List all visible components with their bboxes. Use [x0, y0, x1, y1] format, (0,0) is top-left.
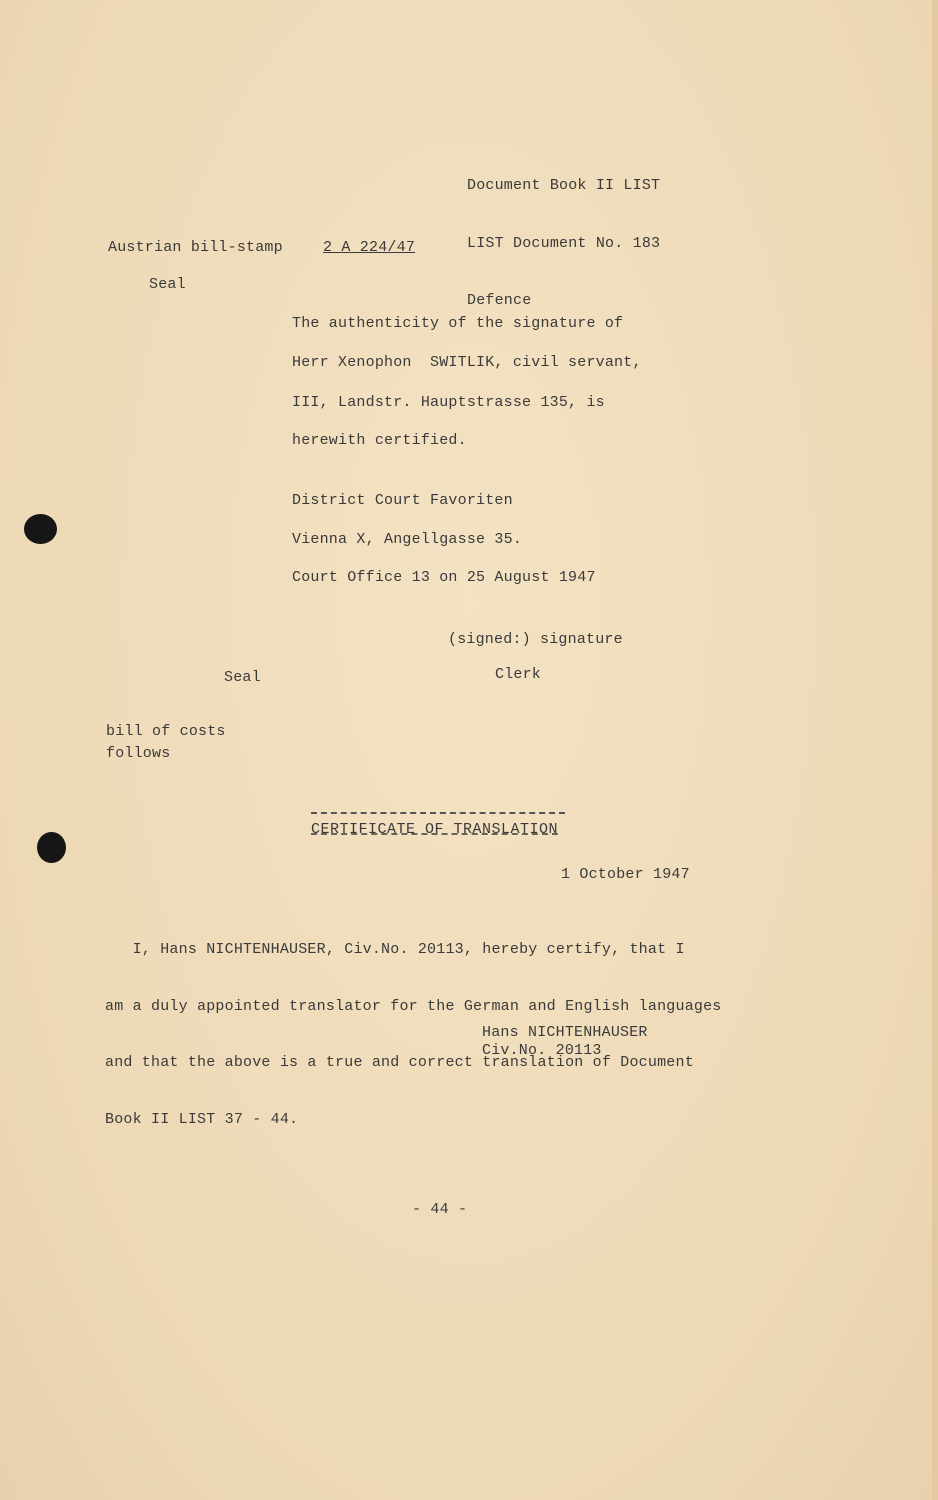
court-line-3: Court Office 13 on 25 August 1947: [292, 569, 596, 586]
bill-stamp-ref: 2 A 224/47: [323, 239, 416, 256]
translator-civ-no: Civ.No. 20113: [482, 1042, 602, 1059]
court-line-1: District Court Favoriten: [292, 492, 513, 509]
bill-stamp-label: Austrian bill-stamp: [108, 239, 283, 256]
punch-hole-upper: [24, 514, 57, 544]
seal-bottom: Seal: [224, 669, 261, 686]
para-line-4: Book II LIST 37 - 44.: [105, 1110, 299, 1128]
header-line-3: Defence: [467, 292, 532, 309]
cert-line-1: The authenticity of the signature of: [292, 315, 624, 332]
translation-date: 1 October 1947: [561, 866, 690, 883]
translator-name: Hans NICHTENHAUSER: [482, 1024, 648, 1041]
para-line-1: I, Hans NICHTENHAUSER, Civ.No. 20113, hereby certify, that I: [105, 941, 685, 958]
cert-line-4: herewith certified.: [292, 432, 467, 449]
page-number: - 44 -: [412, 1201, 468, 1218]
costs-line-2: follows: [106, 745, 171, 762]
signed-signature: (signed:) signature: [448, 631, 623, 648]
seal-top: Seal: [149, 276, 186, 293]
title-overline: [311, 812, 565, 814]
para-line-2: am a duly appointed translator for the German and English languages: [105, 997, 722, 1015]
cert-line-2: Herr Xenophon SWITLIK, civil servant,: [292, 354, 642, 371]
header-line-1: Document Book II LIST: [467, 177, 661, 194]
punch-hole-lower: [37, 832, 66, 863]
cert-line-3: III, Landstr. Hauptstrasse 135, is: [292, 394, 605, 411]
costs-line-1: bill of costs: [106, 723, 226, 740]
header-line-2: LIST Document No. 183: [467, 234, 661, 252]
court-line-2: Vienna X, Angellgasse 35.: [292, 531, 523, 548]
clerk-label: Clerk: [495, 666, 542, 683]
page-edge: [932, 0, 938, 1500]
translation-paragraph: [105, 903, 765, 1167]
para-line-3: and that the above is a true and correct translation of Document: [105, 1054, 694, 1071]
translation-title: CERTIFICATE OF TRANSLATION: [311, 821, 559, 838]
